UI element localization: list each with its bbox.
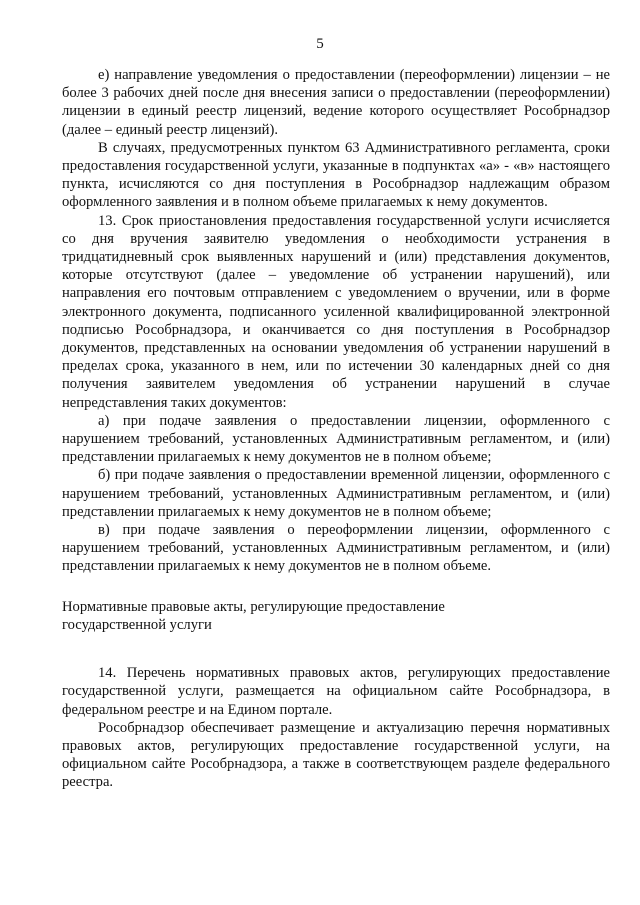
section-heading-line-1: Нормативные правовые акты, регулирующие предоставление (62, 598, 445, 615)
document-body (62, 66, 610, 792)
paragraph-13: 13. Срок приостановления предоставления государственной услуги исчисляется со дня вручения заявителю уведомления о необходимости устранения в тридцатидневный срок выявленных нарушений и (или) представления документов, которые отсутствуют (далее – уведомление об устранении нарушений), или направления его почтовым отправлением с уведомлением о вручении, или в форме электронного документа, подписанного усиленной квалифицированной электронной подписью Рособрнадзора, и оканчивается со дня поступления в Рособрнадзор документов, представленных на основании уведомления об устранении нарушений в пределах срока, указанного в нем, или по истечении 30 календарных дней со дня получения заявителем уведомления об устранении нарушений в случае непредставления таких документов: (62, 212, 610, 411)
section-heading (62, 598, 610, 634)
paragraph-13-b: б) при подаче заявления о предоставлении временной лицензии, оформленного с нарушением требований, установленных Административным регламентом, и (или) представлении прилагаемых к нему документов не в полном объеме; (62, 467, 610, 520)
paragraph-13-a: а) при подаче заявления о предоставлении лицензии, оформленного с нарушением требований, установленных Административным регламентом, и (или) представлении прилагаемых к нему документов не в полном объеме; (62, 412, 610, 466)
section-heading-line-2: государственной услуги (62, 616, 212, 633)
paragraph-14: 14. Перечень нормативных правовых актов, регулирующих предоставление государственной услуги, размещается на официальном сайте Рособрнадзора, в федеральном реестре и на Едином портале. (62, 665, 610, 718)
page-number: 5 (316, 36, 324, 52)
paragraph-14-publication: Рособрнадзор обеспечивает размещение и актуализацию перечня нормативных правовых актов, регулирующих предоставление государственной услуги, на официальном сайте Рособрнадзора, а также в соответствующем разделе федерального реестра. (62, 719, 610, 791)
paragraph-item-e: е) направление уведомления о предоставлении (переоформлении) лицензии – не более 3 рабочих дней после дня внесения записи о предоставлении (переоформлении) лицензии в единый реестр лицензий, ведение которого осуществляет Рособрнадзор (далее – единый реестр лицензий). (62, 67, 610, 138)
paragraph-13-v: в) при подаче заявления о переоформлении лицензии, оформленного с нарушением требований, установленных Административным регламентом, и (или) представлении прилагаемых к нему документов не в полном объеме. (62, 522, 610, 575)
paragraph-cases: В случаях, предусмотренных пунктом 63 Административного регламента, сроки предоставления государственной услуги, указанные в подпунктах «а» - «в» настоящего пункта, исчисляются со дня поступления в Рособрнадзор надлежащим образом оформленного заявления и в полном объеме прилагаемых к нему документов. (62, 139, 610, 211)
